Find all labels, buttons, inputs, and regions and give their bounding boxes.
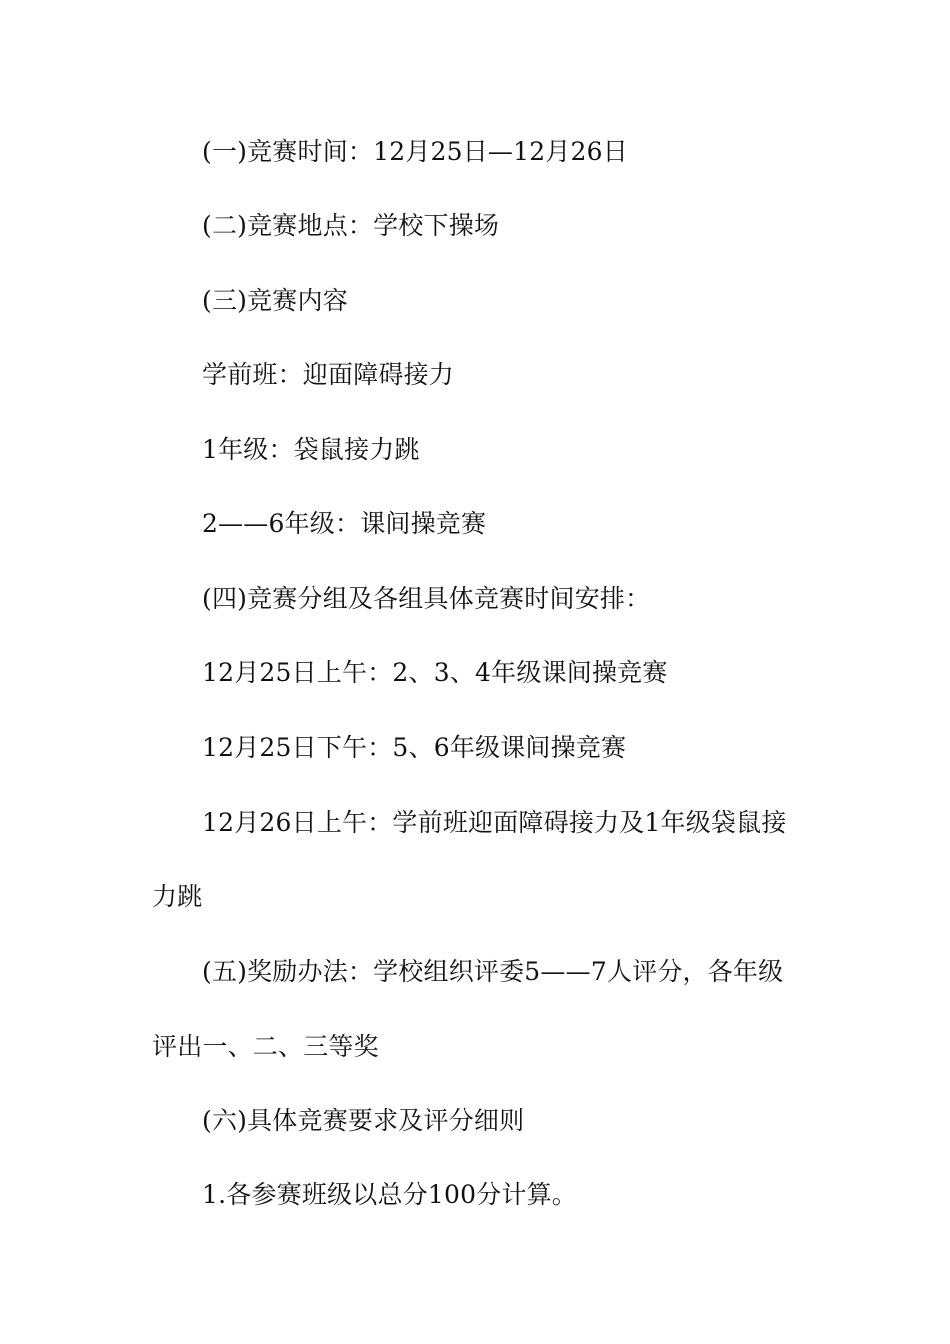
competition-time-line: (一)竞赛时间：12月25日—12月26日 [202,137,628,166]
grade2-6-event-line: 2——6年级：课间操竞赛 [202,509,487,538]
schedule-dec25-afternoon: 12月25日下午：5、6年级课间操竞赛 [202,733,627,762]
scoring-rule-1: 1.各参赛班级以总分100分计算。 [202,1180,577,1209]
award-method-line: (五)奖励办法：学校组织评委5——7人评分，各年级 [202,957,784,986]
requirements-heading: (六)具体竞赛要求及评分细则 [202,1106,525,1135]
award-method-line-cont: 评出一、二、三等奖 [152,1032,379,1061]
schedule-dec26-morning: 12月26日上午：学前班迎面障碍接力及1年级袋鼠接 [202,808,787,837]
preschool-event-line: 学前班：迎面障碍接力 [202,360,455,389]
competition-content-heading: (三)竞赛内容 [202,286,348,315]
schedule-dec26-morning-cont: 力跳 [152,882,203,911]
competition-location-line: (二)竞赛地点：学校下操场 [202,211,500,240]
grade1-event-line: 1年级：袋鼠接力跳 [202,435,420,464]
grouping-schedule-heading: (四)竞赛分组及各组具体竞赛时间安排： [202,584,651,613]
schedule-dec25-morning: 12月25日上午：2、3、4年级课间操竞赛 [202,658,668,687]
